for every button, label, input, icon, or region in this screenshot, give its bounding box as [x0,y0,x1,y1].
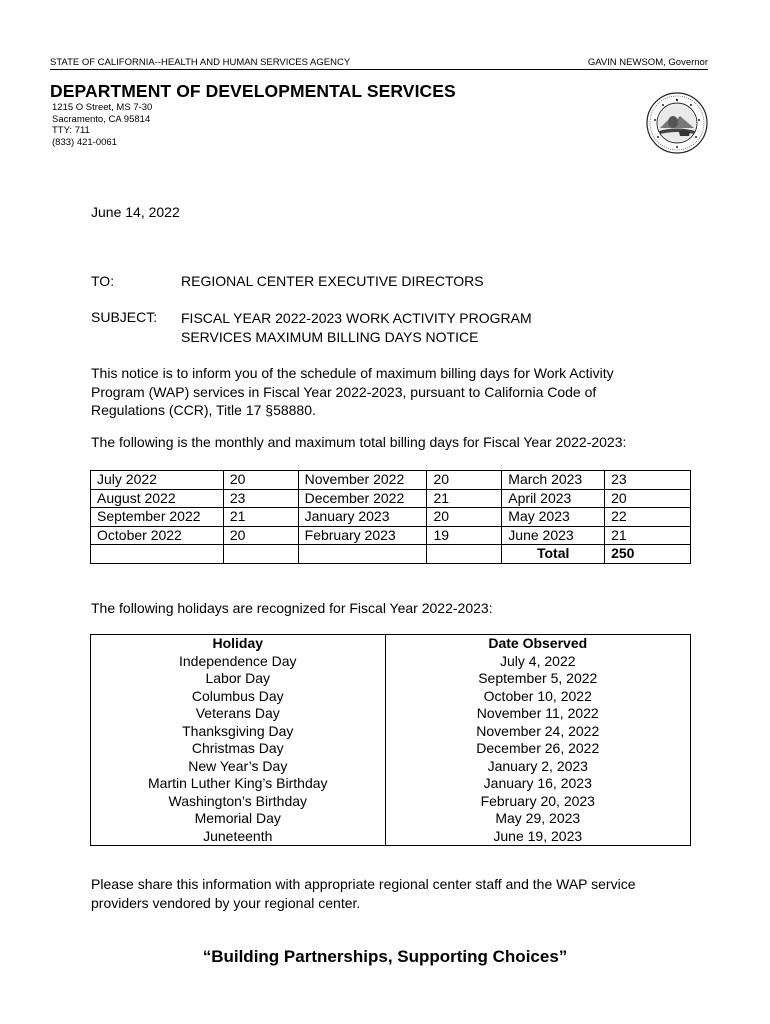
month-cell: March 2023 [502,471,605,490]
days-cell: 23 [223,489,298,508]
days-cell: 21 [223,508,298,527]
total-label: Total [502,545,605,564]
address-line: Sacramento, CA 95814 [52,113,151,125]
table-row [91,670,691,688]
days-cell: 19 [427,526,502,545]
month-cell: October 2022 [91,526,224,545]
holiday-name: Veterans Day [91,705,386,723]
holiday-intro: The following holidays are recognized for Fiscal Year 2022-2023: [91,600,493,616]
holiday-name: Columbus Day [91,688,386,706]
days-cell: 20 [427,471,502,490]
holiday-column-header: Holiday [91,635,386,653]
holiday-name: Washington’s Birthday [91,793,386,811]
table-row [91,688,691,706]
table-row [91,705,691,723]
days-cell: 21 [605,526,691,545]
table-row [91,740,691,758]
paragraph-line: Please share this information with appropriate regional center staff and the WAP service [91,876,636,892]
address-line: TTY: 711 [52,125,90,136]
holiday-date: October 10, 2022 [385,688,690,706]
holidays-table [90,634,691,846]
department-address [52,102,152,148]
holiday-date: November 24, 2022 [385,723,690,741]
holiday-date: September 5, 2022 [385,670,690,688]
days-cell: 22 [605,508,691,527]
month-cell: April 2023 [502,489,605,508]
table-row [91,723,691,741]
paragraph-line: Program (WAP) services in Fiscal Year 2022-2023, pursuant to California Code of [91,383,597,400]
subject-label: SUBJECT: [91,309,158,325]
empty-cell [427,545,502,564]
month-cell: July 2022 [91,471,224,490]
address-line: 1215 O Street, MS 7-30 [52,102,153,113]
days-cell: 20 [427,508,502,527]
holiday-name: New Year’s Day [91,758,386,776]
holiday-name: Independence Day [91,653,386,671]
intro-paragraph [91,364,691,420]
month-cell: August 2022 [91,489,224,508]
month-cell: November 2022 [298,471,427,490]
days-cell: 20 [223,526,298,545]
days-cell: 20 [605,489,691,508]
agency-name: STATE OF CALIFORNIA--HEALTH AND HUMAN SERVICES AGENCY [50,57,351,68]
date-column-header: Date Observed [385,635,690,653]
days-cell: 20 [223,471,298,490]
table-row [91,508,691,527]
table-row [91,775,691,793]
table-header-row [91,635,691,653]
to-label: TO: [91,273,115,289]
total-value: 250 [605,545,691,564]
month-cell: January 2023 [298,508,427,527]
month-cell: February 2023 [298,526,427,545]
table-row [91,489,691,508]
empty-cell [298,545,427,564]
table-row [91,793,691,811]
month-cell: December 2022 [298,489,427,508]
empty-cell [223,545,298,564]
holiday-name: Juneteenth [91,828,386,846]
holiday-name: Labor Day [91,670,386,688]
table-row [91,545,691,564]
monthly-intro: The following is the monthly and maximum total billing days for Fiscal Year 2022-2023: [91,434,627,450]
address-line: (833) 421-0061 [52,136,117,148]
holiday-name: Thanksgiving Day [91,723,386,741]
holiday-date: May 29, 2023 [385,810,690,828]
table-row [91,653,691,671]
governor-name: GAVIN NEWSOM, Governor [587,57,708,68]
paragraph-line: providers vendored by your regional center. [91,894,361,911]
holiday-name: Memorial Day [91,810,386,828]
holiday-date: June 19, 2023 [385,828,690,846]
days-cell: 21 [427,489,502,508]
holiday-date: December 26, 2022 [385,740,690,758]
table-row [91,810,691,828]
holiday-date: July 4, 2022 [385,653,690,671]
holiday-date: January 16, 2023 [385,775,690,793]
paragraph-line: This notice is to inform you of the schedule of maximum billing days for Work Activity [91,365,614,381]
holiday-name: Martin Luther King’s Birthday [91,775,386,793]
letter-date: June 14, 2022 [91,204,180,220]
empty-cell [91,545,224,564]
subject-line: SERVICES MAXIMUM BILLING DAYS NOTICE [181,328,479,345]
california-state-seal-icon [646,92,708,154]
subject-line: FISCAL YEAR 2022-2023 WORK ACTIVITY PROGRAM [181,310,532,326]
department-motto: “Building Partnerships, Supporting Choices” [202,947,568,966]
table-row [91,471,691,490]
closing-paragraph [91,875,691,912]
to-recipient: REGIONAL CENTER EXECUTIVE DIRECTORS [181,273,484,289]
table-row [91,758,691,776]
month-cell: June 2023 [502,526,605,545]
holiday-date: February 20, 2023 [385,793,690,811]
table-row [91,828,691,846]
department-title: DEPARTMENT OF DEVELOPMENTAL SERVICES [50,81,456,101]
agency-header [50,56,708,70]
paragraph-line: Regulations (CCR), Title 17 §58880. [91,402,316,418]
holiday-name: Christmas Day [91,740,386,758]
holiday-date: November 11, 2022 [385,705,690,723]
subject-text [181,309,532,346]
billing-days-table [90,470,691,564]
month-cell: September 2022 [91,508,224,527]
table-row [91,526,691,545]
days-cell: 23 [605,471,691,490]
month-cell: May 2023 [502,508,605,527]
holiday-date: January 2, 2023 [385,758,690,776]
